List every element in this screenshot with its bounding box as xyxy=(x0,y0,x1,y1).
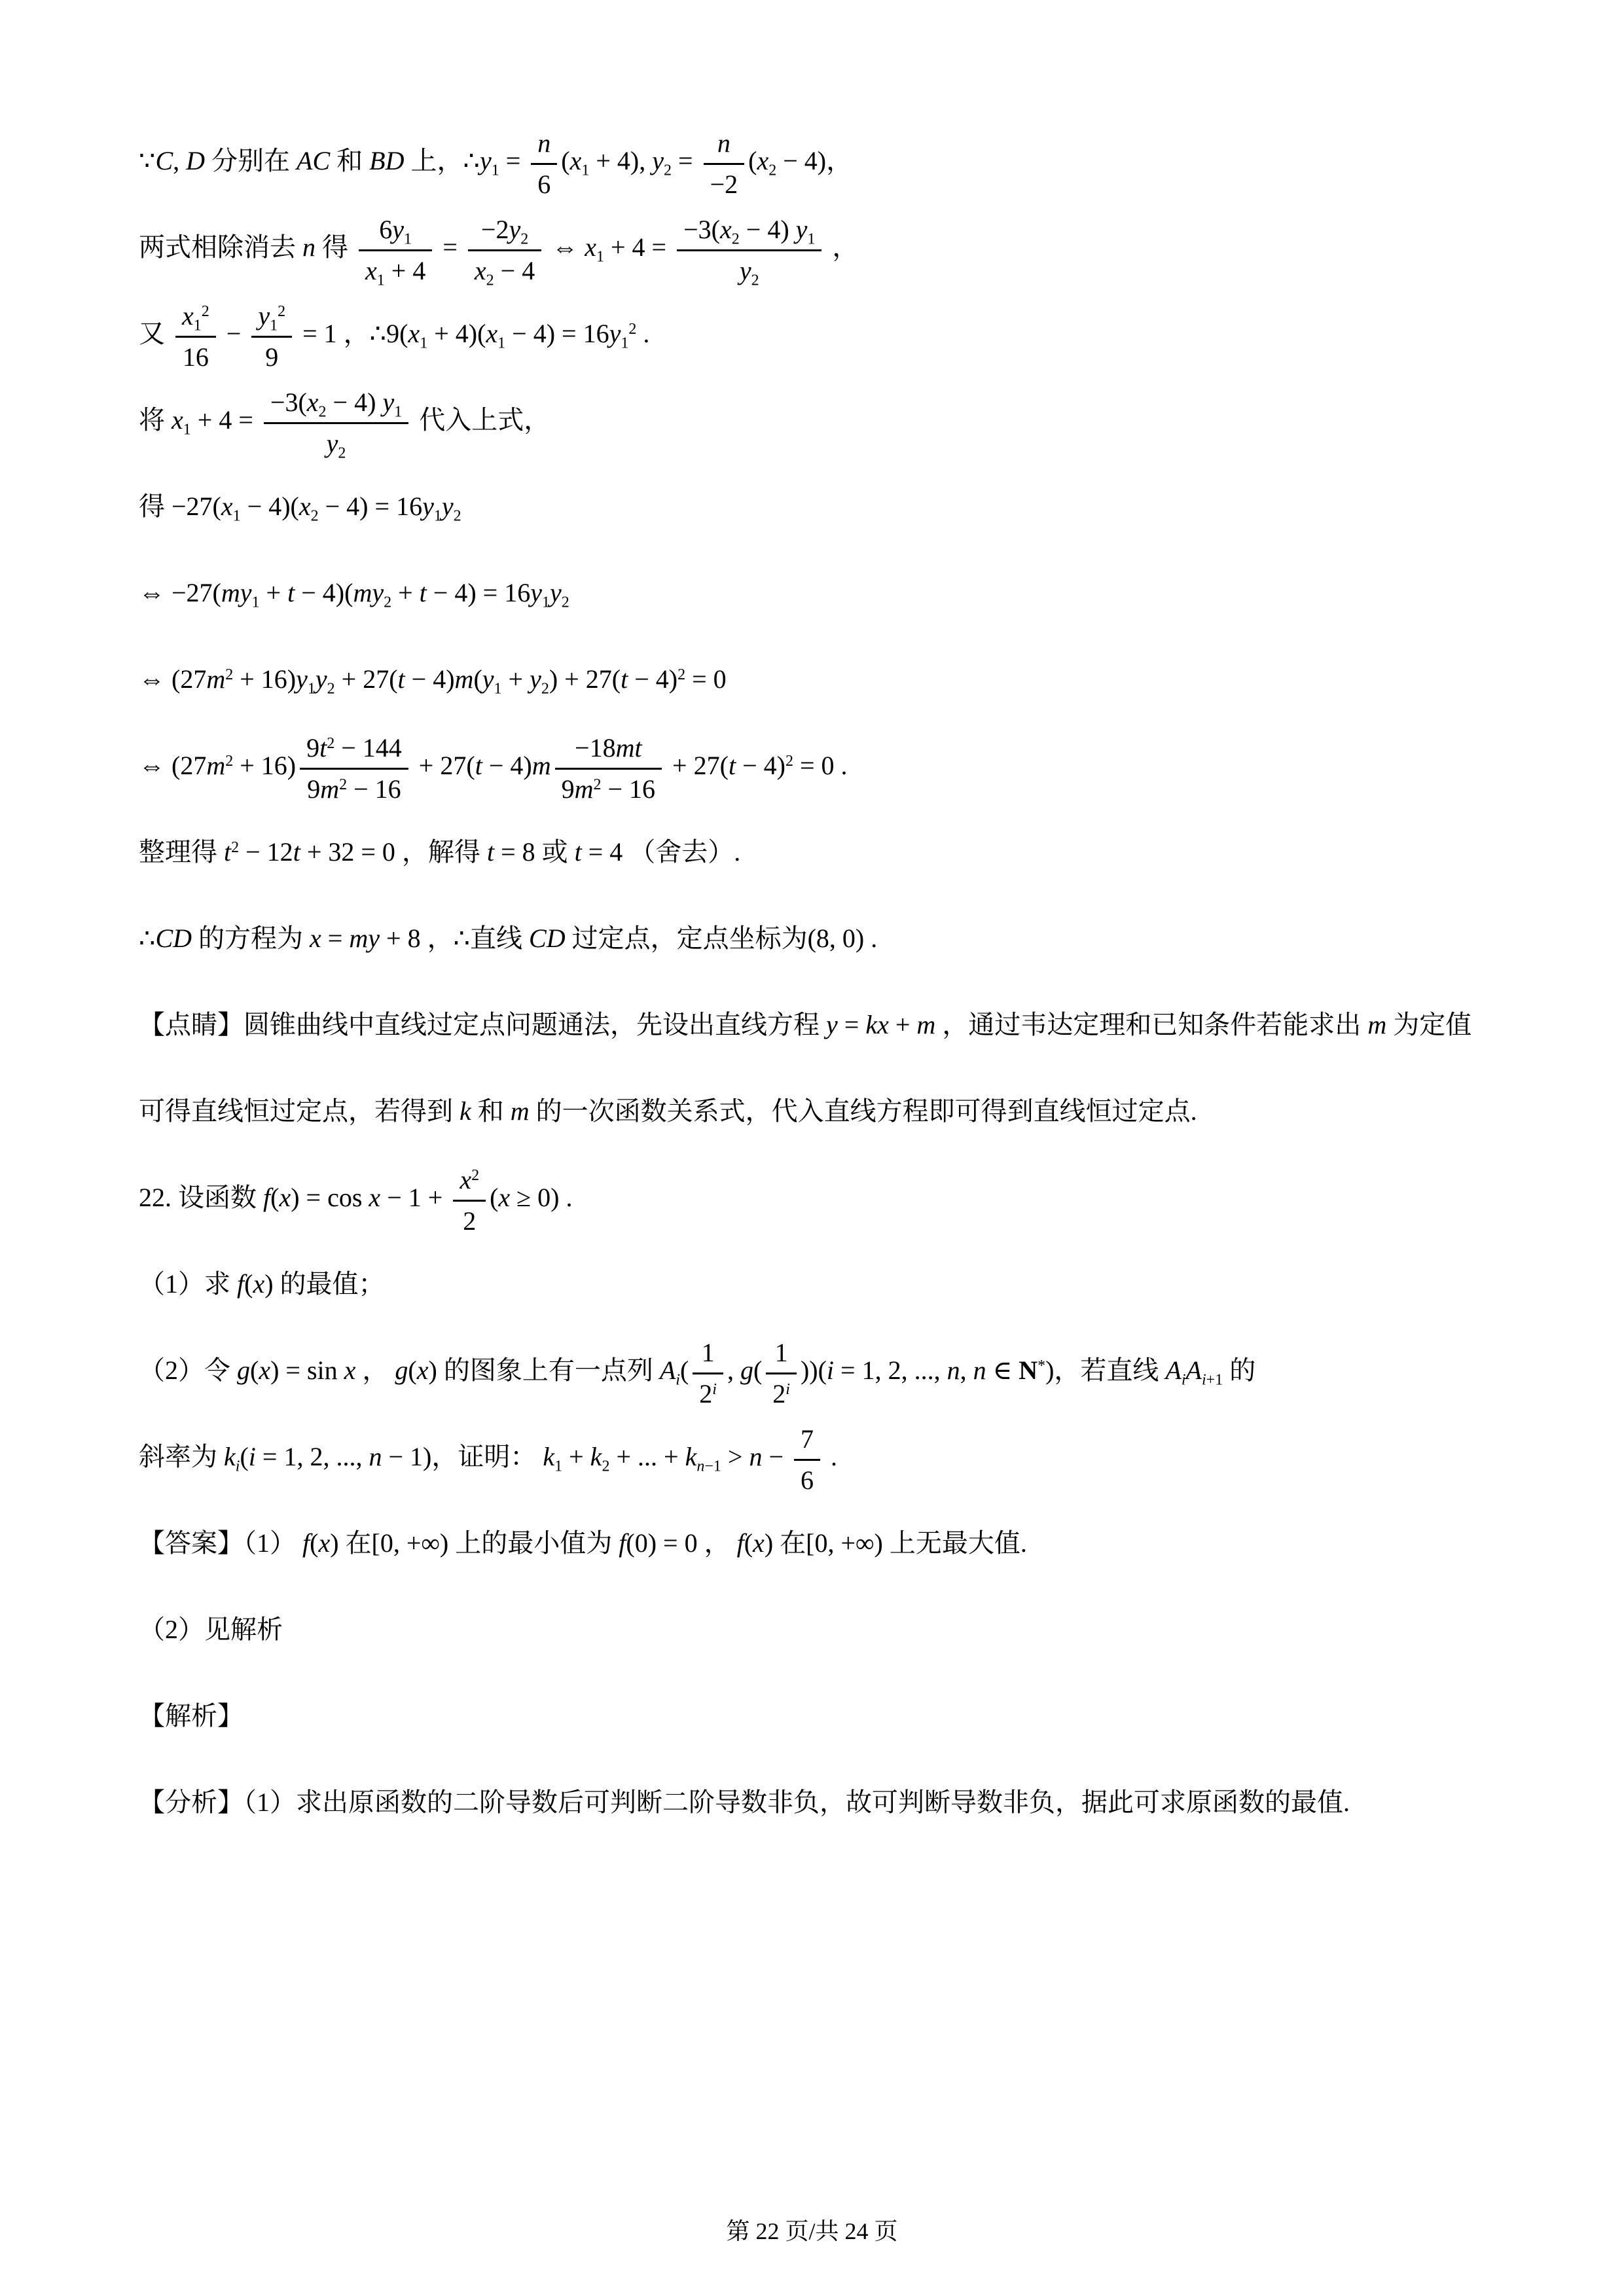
line-eliminate-n: 两式相除消去 n 得 $\frac{6y_1}{x_1 + 4}$ = $\frac{-2y_2}{x_2 - 4}$ ⇔ $x_1 + 4$ = $\frac{-3(x_2 - 4) y_1}{y_2}$ ， xyxy=(139,204,1493,291)
line-cd-on-segments: ∵C, D 分别在 AC 和 BD 上，$\therefore y_1$ = $\frac{n}{6}$ $(x_1 + 4)$, $y_2$ = $\frac{n}{-2}$ $(x_2 - 4)$， xyxy=(139,118,1493,204)
line-part-2a: （2）令 g(x) = sin x ， g(x) 的图象上有一点列 $A_i$( $\frac{1}{2^i}$ , g( $\frac{1}{2^i}$ ))(i = 1, 2, ..., n, n ∈ N*)，若直线 $A_iA_{i+1}$ 的 xyxy=(139,1327,1493,1414)
line-part-2b: 斜率为 $k_i(i = 1$, 2, ..., n − 1)，证明： $k_1 + k_2$ + ... + $k_{n-1} > n$ − $\frac{7}{6}$ . xyxy=(139,1414,1493,1500)
label-analysis-section: 【解析】 xyxy=(139,1701,244,1731)
line-answer: 【答案】（1） f(x) 在[0, +∞) 上的最小值为 f(0) = 0 ， f(x) 在[0, +∞) 上无最大值. xyxy=(139,1528,1027,1558)
line-iff-expanded: ⇔ $(27m^2 + 16)y_1y_2 + 27(t - 4)m(y_1 + y_2) + 27(t - 4)^2 = 0$ xyxy=(139,664,727,698)
line-part-1: （1）求 f(x) 的最值； xyxy=(139,1269,385,1299)
line-hyperbola-substitute: 又 $\frac{x_1^2}{16}$ − $\frac{y_1^2}{9}$ = 1 ，$\therefore 9(x_1 + 4)(x_1 - 4) = 16y_1^2$ . xyxy=(139,291,1493,377)
line-iff-parametrize: ⇔ $-27(my_1 + t - 4)(my_2 + t - 4) = 16y_1y_2$ xyxy=(139,578,569,611)
line-iff-vieta: ⇔ $(27m^2 + 16)$ $\frac{9t^2 - 144}{9m^2 - 16}$ + 27(t − 4)m $\frac{-18mt}{9m^2 - 16}$ + $27(t - 4)^2 = 0$ . xyxy=(139,723,1493,809)
paragraph-tip: 【点睛】圆锥曲线中直线过定点问题通法，先设出直线方程 y = kx + m ，通过韦达定理和已知条件若能求出 m 为定值可得直线恒过定点，若得到 k 和 m 的一次函数关系式，代入直线方程即可得到直线恒过定点. xyxy=(139,1010,1472,1126)
line-substitute-into: 将 $x_1 + 4$ = $\frac{-3(x_2 - 4) y_1}{y_2}$ 代入上式， xyxy=(139,377,1493,463)
line-solve-t: 整理得 $t^2 - 12t + 32 = 0$ ，解得 t = 8 或 t = 4 （舍去）. xyxy=(139,837,741,867)
line-problem-22: 22. 设函数 f(x) = cos x − 1 + $\frac{x^2}{2}$ (x ≥ 0) . xyxy=(139,1155,1493,1241)
paragraph-analysis: 【分析】（1）求出原函数的二阶导数后可判断二阶导数非负，故可判断导数非负，据此可求原函数的最值. xyxy=(139,1787,1350,1817)
page-footer: 第 22 页/共 24 页 xyxy=(726,2218,898,2244)
line-resulting-equation: 得 $-27(x_1 - 4)(x_2 - 4) = 16y_1y_2$ xyxy=(139,492,461,525)
line-cd-fixed-point: ∴CD 的方程为 x = my + 8 ，∴直线 CD 过定点，定点坐标为(8, 0) . xyxy=(139,924,878,953)
line-answer-2: （2）见解析 xyxy=(139,1615,283,1644)
